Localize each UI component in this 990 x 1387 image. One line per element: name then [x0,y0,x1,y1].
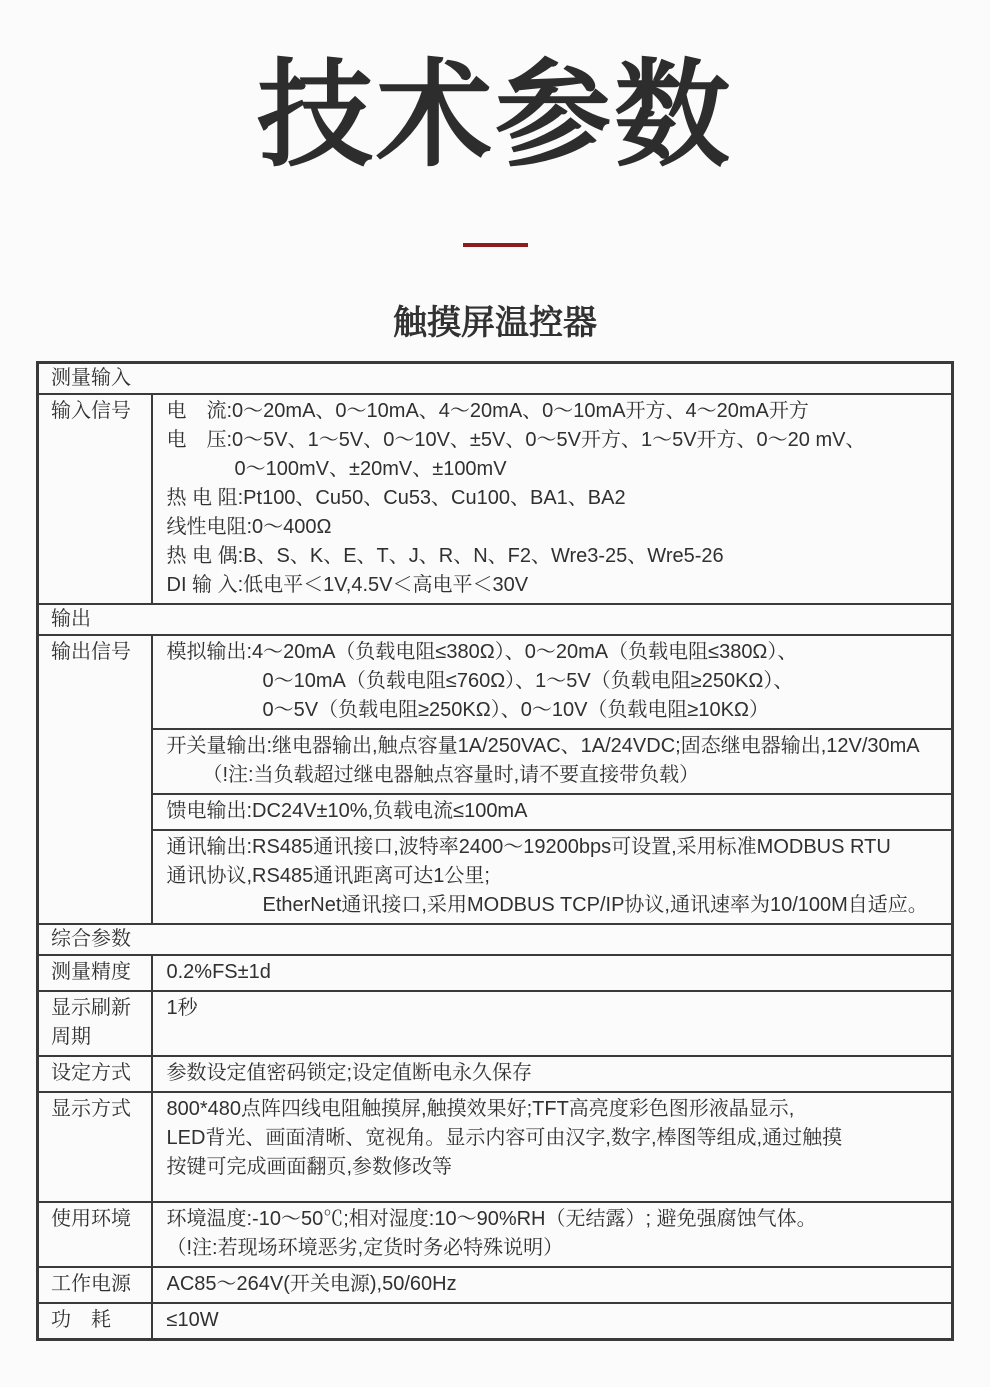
section-header-output: 输出 [38,604,953,635]
row-value-display-mode [152,1092,953,1202]
spec-line-feed: 馈电输出:DC24V±10%,负载电流≤100mA [166,799,528,822]
row-environment [38,1202,953,1267]
spec-line-linear-resistance: 线性电阻:0～400Ω [166,515,332,538]
section-row-measure-input [38,362,953,394]
spec-line-power-supply: AC85～264V(开关电源),50/60Hz [166,1272,457,1295]
section-row-output [38,604,953,635]
spec-line-environment-1: 环境温度:-10～50℃;相对湿度:10～90%RH（无结露）; 避免强腐蚀气体。 [166,1207,817,1230]
spec-line-setting-mode: 参数设定值密码锁定;设定值断电永久保存 [166,1061,533,1084]
spec-line-comm-2: 通讯协议,RS485通讯距离可达1公里; [166,864,490,887]
page [0,48,990,1387]
spec-line-refresh-cycle: 1秒 [166,996,198,1019]
spec-line-di-input: DI 输 入:低电平＜1V,4.5V＜高电平＜30V [166,573,529,596]
row-value-comm-output [152,830,953,924]
spec-line-display-2: LED背光、画面清晰、宽视角。显示内容可由汉字,数字,棒图等组成,通过触摸 [166,1126,843,1149]
row-value-power-supply [152,1267,953,1303]
spec-line-display-3: 按键可完成画面翻页,参数修改等 [166,1155,453,1178]
spec-line-analog-2: 0～10mA（负载电阻≤760Ω）、1～5V（负载电阻≥250KΩ）、 [262,669,794,692]
spec-line-comm-1: 通讯输出:RS485通讯接口,波特率2400～19200bps可设置,采用标准MODBUS RTU [166,835,891,858]
product-subtitle: 触摸屏温控器 [393,303,597,342]
row-label-environment: 使用环境 [38,1202,152,1267]
row-label-display-mode: 显示方式 [38,1092,152,1202]
spec-line-switch-note: （!注:当负载超过继电器触点容量时,请不要直接带负载） [202,763,700,786]
spec-line-power-consumption: ≤10W [166,1308,219,1331]
row-label-setting-mode: 设定方式 [38,1056,152,1092]
spec-line-voltage-cont: 0～100mV、±20mV、±100mV [234,457,507,480]
spec-line-display-1: 800*480点阵四线电阻触摸屏,触摸效果好;TFT高亮度彩色图形液晶显示, [166,1097,795,1120]
section-header-measure-input: 测量输入 [38,362,953,394]
row-value-input-signal [152,394,953,604]
spec-line-switch-1: 开关量输出:继电器输出,触点容量1A/250VAC、1A/24VDC;固态继电器输出,12V/30mA [166,734,920,757]
page-title: 技术参数 [257,50,733,180]
spec-line-accuracy: 0.2%FS±1d [166,960,271,983]
row-label-input-signal: 输入信号 [38,394,152,604]
row-value-setting-mode [152,1056,953,1092]
row-value-switch-output [152,729,953,794]
row-output-analog [38,635,953,729]
spec-line-environment-note: （!注:若现场环境恶劣,定货时务必特殊说明） [166,1236,564,1259]
row-value-power-consumption [152,1303,953,1340]
row-accuracy [38,955,953,991]
row-label-accuracy: 测量精度 [38,955,152,991]
spec-line-comm-3: EtherNet通讯接口,采用MODBUS TCP/IP协议,通讯速率为10/100M自适应。 [262,893,928,916]
spec-line-analog-1: 模拟输出:4～20mA（负载电阻≤380Ω）、0～20mA（负载电阻≤380Ω）、 [166,640,798,663]
row-input-signal [38,394,953,604]
row-value-feed-output [152,794,953,830]
row-value-refresh-cycle [152,991,953,1056]
row-label-power-consumption: 功 耗 [38,1303,152,1340]
section-row-general [38,924,953,955]
spec-line-thermocouple: 热 电 偶:B、S、K、E、T、J、R、N、F2、Wre3-25、Wre5-26 [166,544,724,567]
row-value-analog-output [152,635,953,729]
spec-line-voltage: 电 压:0～5V、1～5V、0～10V、±5V、0～5V开方、1～5V开方、0～20 mV、 [166,428,866,451]
row-label-refresh-cycle: 显示刷新周期 [38,991,152,1056]
row-power-consumption [38,1303,953,1340]
spec-line-current: 电 流:0～20mA、0～10mA、4～20mA、0～10mA开方、4～20mA开方 [166,399,809,422]
row-display-mode [38,1092,953,1202]
row-label-power-supply: 工作电源 [38,1267,152,1303]
row-value-accuracy [152,955,953,991]
row-output-switch [38,729,953,794]
row-label-output-signal: 输出信号 [38,635,152,924]
row-refresh-cycle [38,991,953,1056]
row-value-environment [152,1202,953,1267]
row-power-supply [38,1267,953,1303]
spec-table [36,361,954,1341]
spec-line-rtd: 热 电 阻:Pt100、Cu50、Cu53、Cu100、BA1、BA2 [166,486,626,509]
section-header-general: 综合参数 [38,924,953,955]
row-output-comm [38,830,953,924]
title-divider [463,243,528,247]
spec-line-analog-3: 0～5V（负载电阻≥250KΩ）、0～10V（负载电阻≥10KΩ） [262,698,769,721]
row-setting-mode [38,1056,953,1092]
row-output-feed [38,794,953,830]
